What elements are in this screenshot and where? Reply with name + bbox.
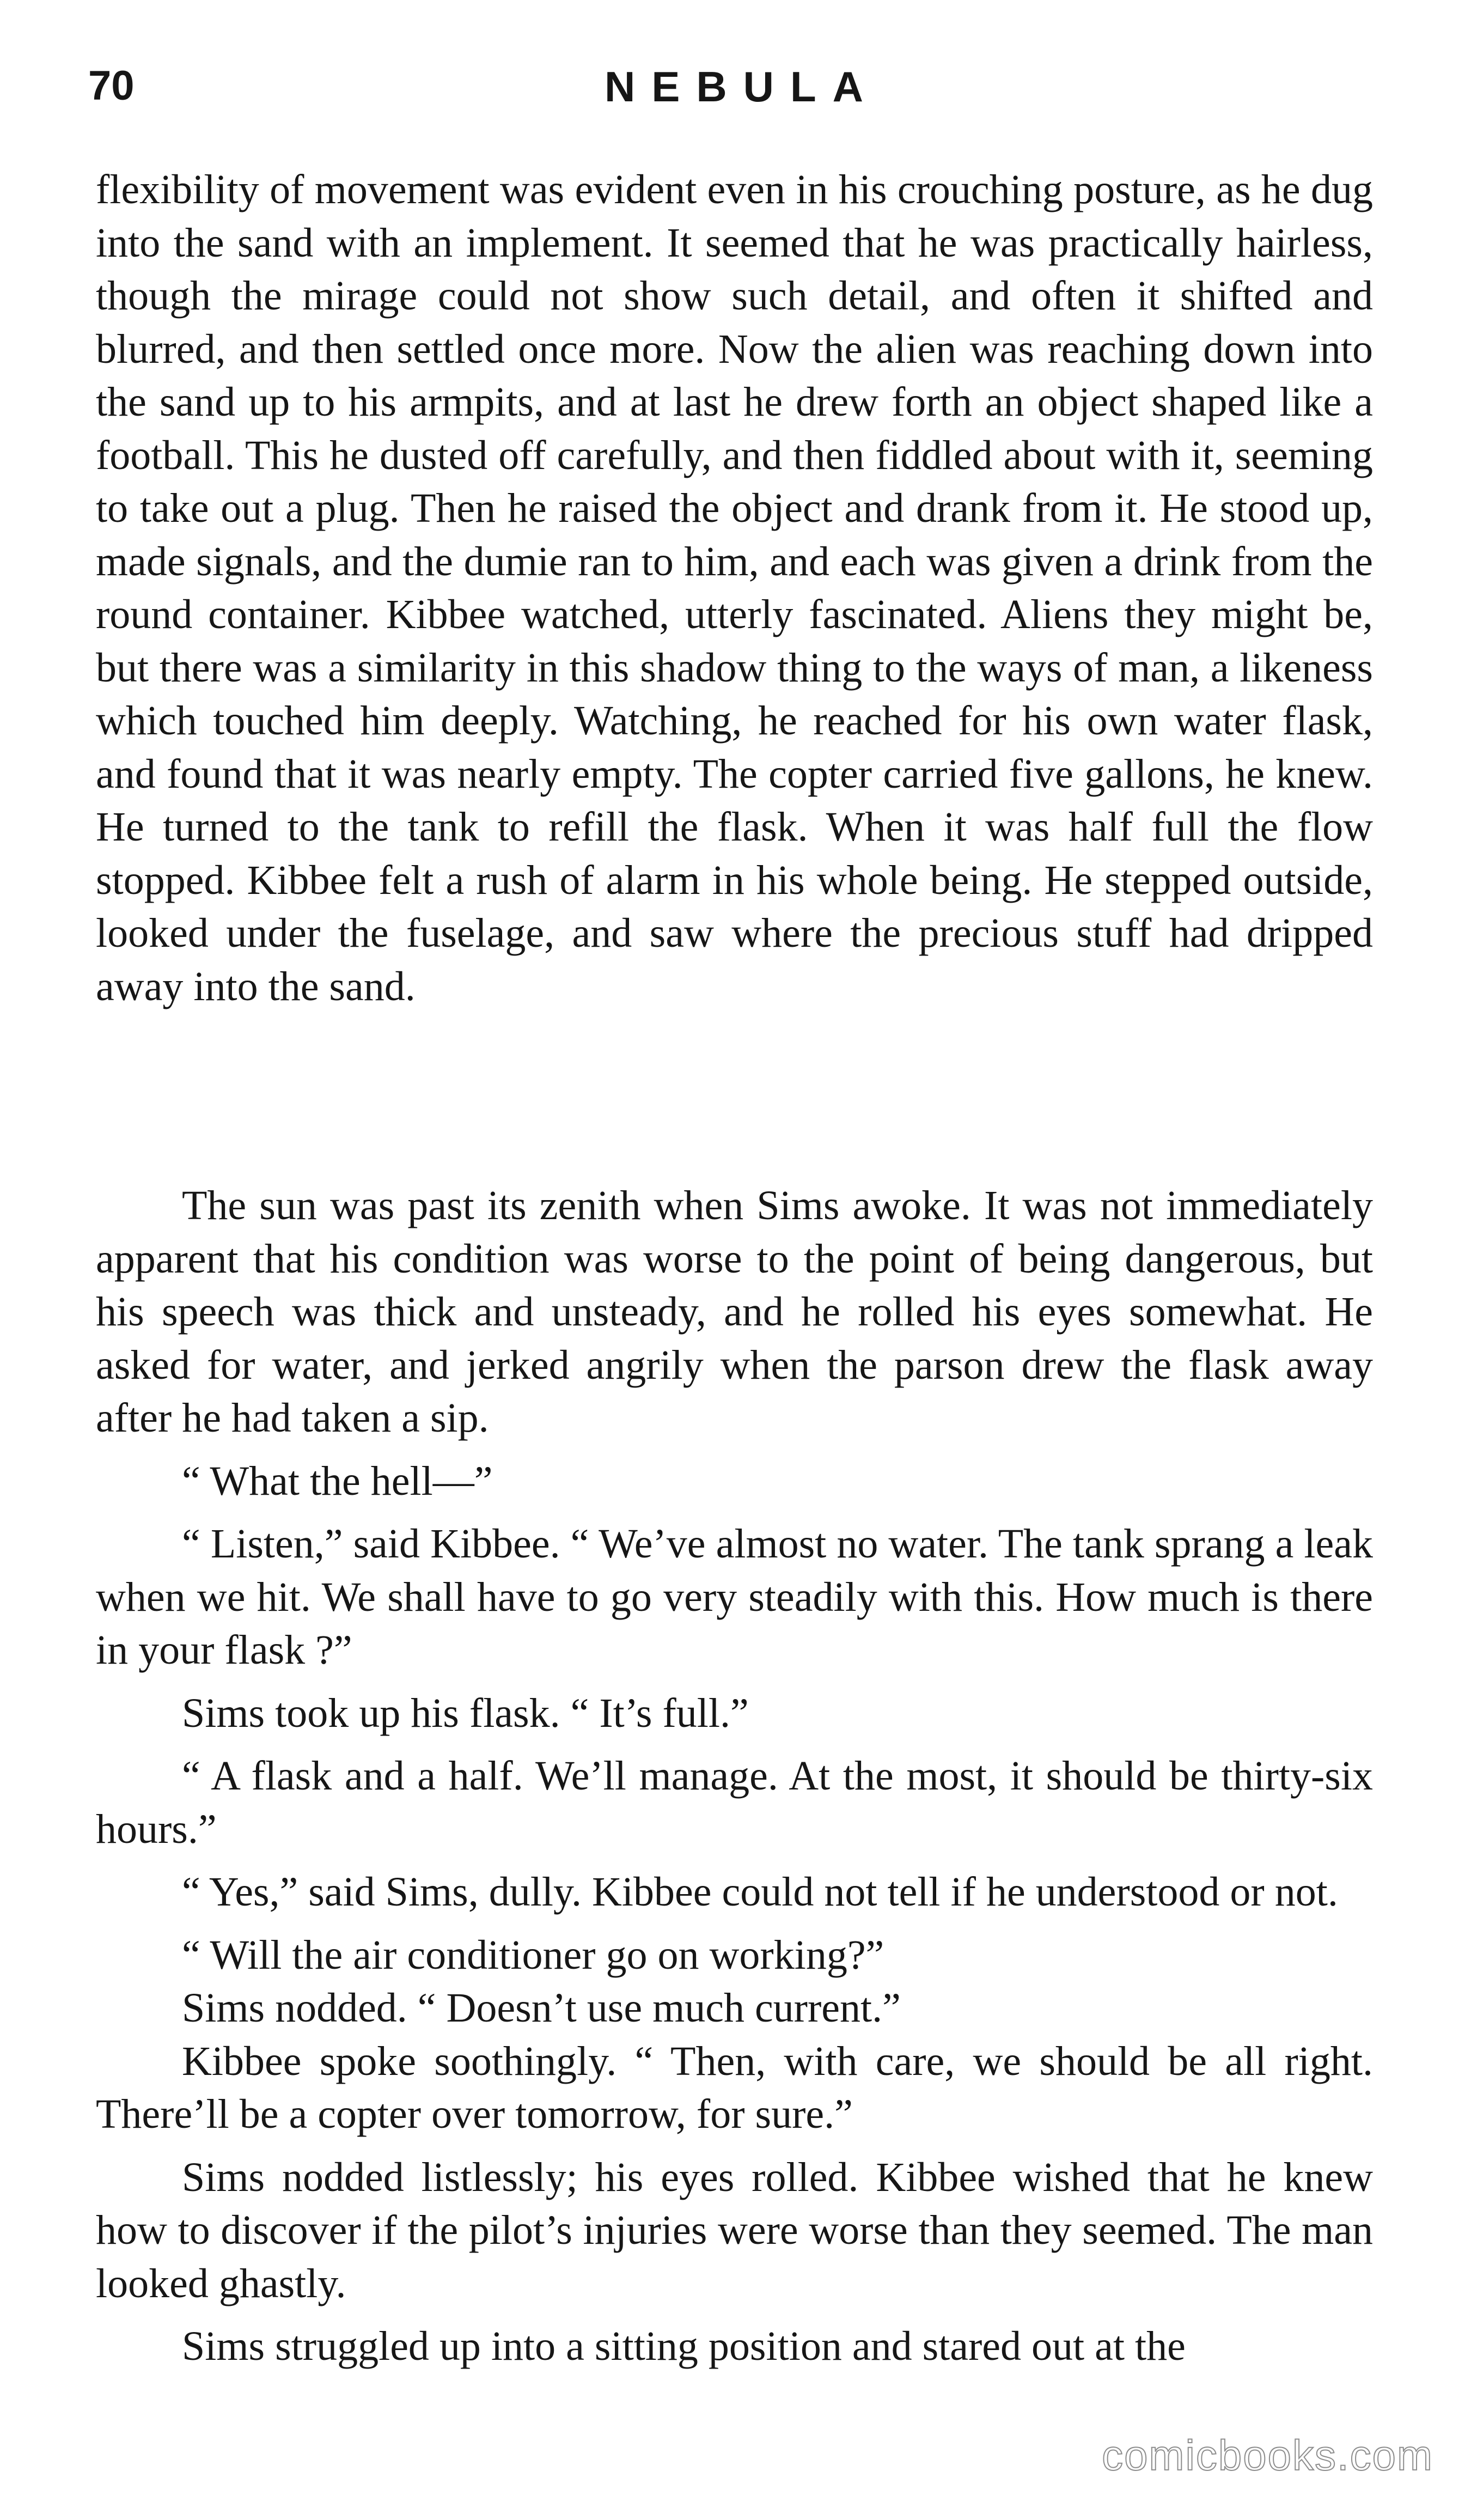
paragraph-continued: flexibility of movement was evident even in his crouching posture, as he dug into the sand with an implement. It seemed that he was practically hairless, though the mirage could not show such detail, and often it shifted and blurred, and then settled once more. Now the alien was reaching down into the sand up to his armpits, and at last he drew forth an object shaped like a football. This he dusted off carefully, and then fiddled about with it, seeming to take out a plug. Then he raised the object and drank from it. He stood up, made signals, and the dumie ran to him, and each was given a drink from the round container. Kibbee watched, utterly fascinated. Aliens they might be, but there was a similarity in this shadow thing to the ways of man, a likeness which touched him deeply. Watching, he reached for his own water flask, and found that it was nearly empty. The copter carried five gallons, he knew. He turned to the tank to refill the flask. When it was half full the flow stopped. Kibbee felt a rush of alarm in his whole being. He stepped outside, looked under the fuselage, and saw where the precious stuff had dripped away into the sand. bbox=[96, 167, 1373, 1009]
dialogue-paragraph: “ Will the air conditioner go on working?” bbox=[182, 1932, 884, 1978]
watermark: comicbooks.com bbox=[1102, 2431, 1433, 2479]
dialogue-paragraph: “ A flask and a half. We’ll manage. At the most, it should be thirty-six hours.” bbox=[96, 1753, 1373, 1852]
dialogue-paragraph: “ Yes,” said Sims, dully. Kibbee could not tell if he understood or not. bbox=[182, 1869, 1338, 1915]
running-head: NEBULA bbox=[605, 63, 880, 111]
paragraph: The sun was past its zenith when Sims awoke. It was not immediately apparent that his condition was worse to the point of being dangerous, but his speech was thick and unsteady, and he rolled his eyes somewhat. He asked for water, and jerked angrily when the parson drew the flask away after he had taken a sip. bbox=[96, 1183, 1373, 1441]
dialogue-paragraph: “ What the hell—” bbox=[182, 1458, 493, 1504]
text-section-2 bbox=[96, 1179, 1373, 2373]
paragraph: Sims nodded listlessly; his eyes rolled. Kibbee wished that he knew how to discover if the pilot’s injuries were worse than they seemed. The man looked ghastly. bbox=[96, 2154, 1373, 2306]
dialogue-paragraph: Kibbee spoke soothingly. “ Then, with care, we should be all right. There’ll be a copter over tomorrow, for sure.” bbox=[96, 2038, 1373, 2137]
page-number: 70 bbox=[88, 63, 135, 109]
dialogue-paragraph: “ Listen,” said Kibbee. “ We’ve almost no water. The tank sprang a leak when we hit. We shall have to go very steadily with this. How much is there in your flask ?” bbox=[96, 1521, 1373, 1673]
dialogue-paragraph: Sims nodded. “ Doesn’t use much current.” bbox=[182, 1985, 901, 2031]
text-section-1 bbox=[96, 163, 1373, 1013]
paragraph-continues: Sims struggled up into a sitting position and stared out at the bbox=[182, 2323, 1186, 2369]
dialogue-paragraph: Sims took up his flask. “ It’s full.” bbox=[182, 1690, 749, 1736]
